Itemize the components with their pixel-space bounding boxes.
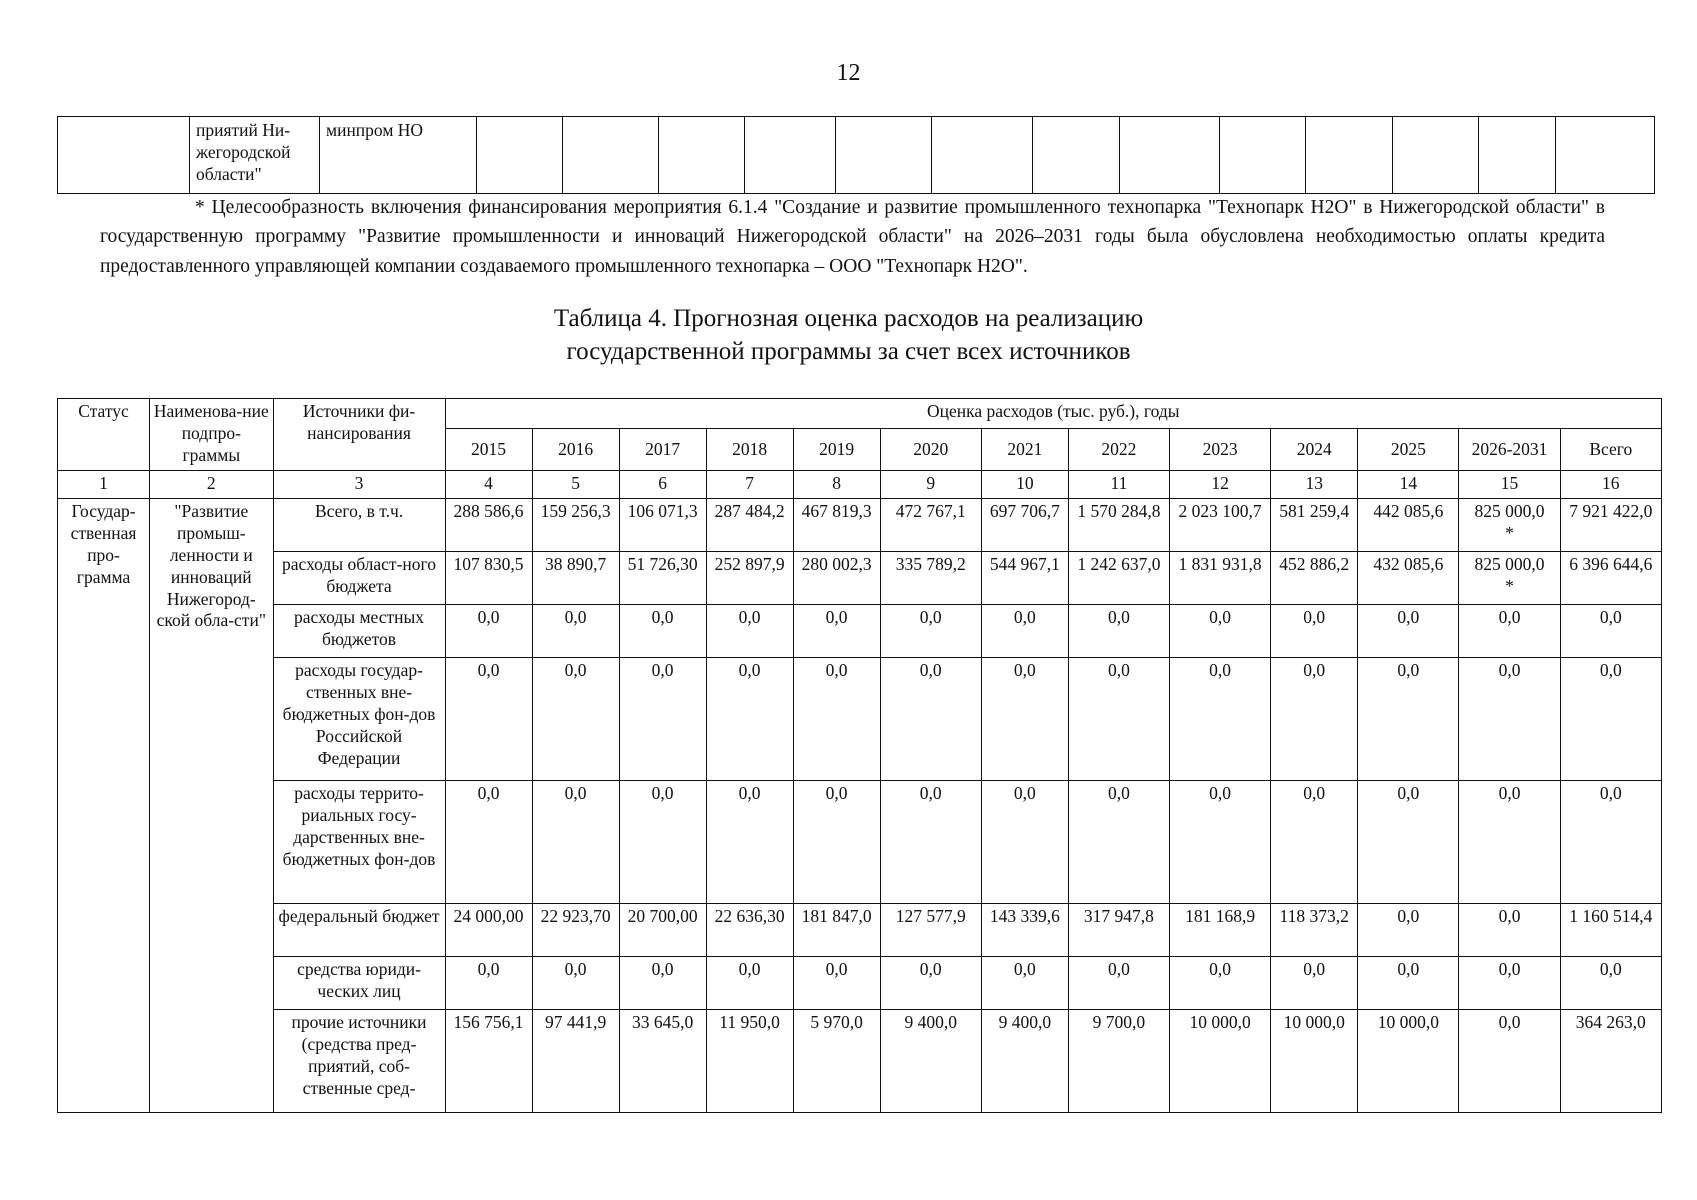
continuation-cell xyxy=(1033,117,1120,194)
value-text: 0,0 xyxy=(738,959,761,979)
value-text: 9 400,0 xyxy=(998,1012,1052,1032)
value-cell xyxy=(1170,904,1271,957)
value-text: 0,0 xyxy=(825,783,848,803)
value-text: 118 373,2 xyxy=(1279,906,1349,926)
value-text: 0,0 xyxy=(1013,660,1036,680)
value-cell xyxy=(532,781,619,904)
value-cell xyxy=(1358,605,1459,658)
value-cell xyxy=(981,904,1068,957)
value-cell xyxy=(532,658,619,781)
value-cell xyxy=(1358,957,1459,1010)
value-cell xyxy=(981,957,1068,1010)
column-number: 5 xyxy=(532,471,619,499)
continuation-cell xyxy=(1393,117,1479,194)
value-text: 697 706,7 xyxy=(989,501,1060,521)
header-subprogram: Наименова-ние подпро-граммы xyxy=(150,399,273,471)
value-cell xyxy=(1068,499,1169,552)
value-text: 0,0 xyxy=(1498,607,1521,627)
value-cell xyxy=(793,904,880,957)
value-cell xyxy=(1271,605,1358,658)
value-cell xyxy=(793,658,880,781)
value-text: 0,0 xyxy=(1397,959,1420,979)
value-text: 22 636,30 xyxy=(714,906,785,926)
value-cell xyxy=(1358,499,1459,552)
value-cell xyxy=(1560,552,1661,605)
header-year: 2019 xyxy=(793,429,880,471)
value-cell xyxy=(619,957,706,1010)
value-text: 0,0 xyxy=(825,660,848,680)
value-cell xyxy=(532,957,619,1010)
value-cell xyxy=(619,605,706,658)
value-cell xyxy=(1271,904,1358,957)
value-text: 452 886,2 xyxy=(1279,554,1350,574)
value-cell xyxy=(1271,781,1358,904)
value-cell xyxy=(532,499,619,552)
value-text: 0,0 xyxy=(477,783,500,803)
value-cell xyxy=(532,605,619,658)
value-cell xyxy=(1560,605,1661,658)
value-cell xyxy=(706,552,793,605)
value-cell xyxy=(1459,552,1560,605)
value-text: 9 700,0 xyxy=(1092,1012,1146,1032)
continuation-cell: минпром НО xyxy=(320,117,477,194)
value-cell xyxy=(1560,957,1661,1010)
table-row xyxy=(58,957,1662,1010)
value-text: 0,0 xyxy=(564,660,587,680)
value-cell xyxy=(1170,781,1271,904)
table-row xyxy=(58,1010,1662,1113)
source-cell: расходы террито-риальных госу-дарственных вне-бюджетных фон-дов xyxy=(273,781,445,904)
column-number: 14 xyxy=(1358,471,1459,499)
value-text: 0,0 xyxy=(651,660,674,680)
header-year: 2015 xyxy=(445,429,532,471)
value-text: 0,0 xyxy=(1013,959,1036,979)
value-cell xyxy=(880,781,981,904)
column-number: 10 xyxy=(981,471,1068,499)
value-cell xyxy=(1271,552,1358,605)
value-text: 0,0 xyxy=(651,959,674,979)
value-cell xyxy=(1560,658,1661,781)
value-text: 24 000,00 xyxy=(453,906,524,926)
value-text: 33 645,0 xyxy=(631,1012,694,1032)
table-row xyxy=(58,904,1662,957)
status-cell: Государ-ственная про-грамма xyxy=(58,499,150,1113)
continuation-cell xyxy=(836,117,932,194)
value-text: 0,0 xyxy=(1013,783,1036,803)
value-text: 0,0 xyxy=(825,959,848,979)
column-number: 4 xyxy=(445,471,532,499)
value-text: 10 000,0 xyxy=(1283,1012,1345,1032)
source-cell: прочие источники (средства пред-приятий, соб-ственные сред- xyxy=(273,1010,445,1113)
value-cell xyxy=(706,499,793,552)
column-number: 9 xyxy=(880,471,981,499)
continuation-cell xyxy=(1306,117,1393,194)
value-cell xyxy=(706,781,793,904)
value-text: 143 339,6 xyxy=(989,906,1060,926)
value-cell xyxy=(619,1010,706,1113)
value-text: 335 789,2 xyxy=(895,554,966,574)
value-text: 467 819,3 xyxy=(801,501,872,521)
column-number: 15 xyxy=(1459,471,1560,499)
value-cell xyxy=(1068,1010,1169,1113)
value-cell xyxy=(619,552,706,605)
header-year: 2016 xyxy=(532,429,619,471)
value-text: 0,0 xyxy=(651,607,674,627)
value-text: 544 967,1 xyxy=(989,554,1060,574)
value-text: 0,0 xyxy=(1599,783,1622,803)
header-sources: Источники фи-нансирования xyxy=(273,399,445,471)
value-text: 0,0 xyxy=(1209,607,1232,627)
value-text: 288 586,6 xyxy=(453,501,524,521)
value-cell xyxy=(1170,658,1271,781)
header-year: 2018 xyxy=(706,429,793,471)
value-cell xyxy=(706,605,793,658)
value-text: 0,0 xyxy=(1107,660,1130,680)
value-text: 159 256,3 xyxy=(540,501,611,521)
header-year: 2023 xyxy=(1170,429,1271,471)
value-text: 287 484,2 xyxy=(714,501,785,521)
value-text: 0,0 xyxy=(1397,660,1420,680)
value-text: 0,0 xyxy=(564,607,587,627)
value-cell xyxy=(981,781,1068,904)
value-text: 0,0 xyxy=(1303,959,1326,979)
value-cell xyxy=(1271,1010,1358,1113)
value-cell xyxy=(1358,781,1459,904)
value-cell xyxy=(981,605,1068,658)
value-text: 472 767,1 xyxy=(895,501,966,521)
value-text: 181 847,0 xyxy=(801,906,872,926)
value-text: 1 570 284,8 xyxy=(1077,501,1161,521)
value-text: 0,0 xyxy=(1599,607,1622,627)
footnote-marker: * xyxy=(1505,522,1514,543)
value-cell xyxy=(445,658,532,781)
value-text: 581 259,4 xyxy=(1279,501,1350,521)
value-text: 0,0 xyxy=(477,607,500,627)
value-text: 0,0 xyxy=(919,607,942,627)
value-cell xyxy=(706,904,793,957)
value-text: 825 000,0 xyxy=(1474,554,1545,574)
value-cell xyxy=(532,552,619,605)
value-cell xyxy=(1358,552,1459,605)
value-text: 7 921 422,0 xyxy=(1569,501,1653,521)
value-text: 442 085,6 xyxy=(1373,501,1444,521)
column-number: 3 xyxy=(273,471,445,499)
value-cell xyxy=(445,605,532,658)
column-number: 2 xyxy=(150,471,273,499)
value-cell xyxy=(1170,552,1271,605)
value-text: 252 897,9 xyxy=(714,554,785,574)
column-number: 12 xyxy=(1170,471,1271,499)
source-cell: расходы област-ного бюджета xyxy=(273,552,445,605)
value-cell xyxy=(619,658,706,781)
continuation-table xyxy=(57,116,1655,194)
value-cell xyxy=(1170,499,1271,552)
value-text: 0,0 xyxy=(1107,783,1130,803)
value-text: 127 577,9 xyxy=(895,906,966,926)
header-year: 2020 xyxy=(880,429,981,471)
header-estimate: Оценка расходов (тыс. руб.), годы xyxy=(445,399,1661,429)
value-text: 11 950,0 xyxy=(719,1012,780,1032)
value-cell xyxy=(445,957,532,1010)
value-text: 1 831 931,8 xyxy=(1178,554,1262,574)
value-text: 22 923,70 xyxy=(540,906,611,926)
value-text: 0,0 xyxy=(1397,607,1420,627)
value-cell xyxy=(1358,904,1459,957)
value-cell xyxy=(1459,499,1560,552)
value-text: 0,0 xyxy=(1498,959,1521,979)
value-cell xyxy=(1358,1010,1459,1113)
value-text: 0,0 xyxy=(1397,783,1420,803)
value-text: 0,0 xyxy=(919,959,942,979)
header-status: Статус xyxy=(58,399,150,471)
value-text: 0,0 xyxy=(1599,959,1622,979)
table-row xyxy=(58,117,1655,194)
value-text: 5 970,0 xyxy=(810,1012,863,1032)
value-text: 0,0 xyxy=(564,783,587,803)
value-cell xyxy=(619,904,706,957)
footnote-marker: * xyxy=(1505,575,1514,596)
header-year: 2022 xyxy=(1068,429,1169,471)
value-text: 0,0 xyxy=(1013,607,1036,627)
value-cell xyxy=(706,658,793,781)
value-cell xyxy=(880,552,981,605)
value-text: 97 441,9 xyxy=(544,1012,607,1032)
table-title-line-2: государственной программы за счет всех источников xyxy=(566,337,1131,365)
value-cell xyxy=(1459,781,1560,904)
column-number: 1 xyxy=(58,471,150,499)
value-cell xyxy=(1170,957,1271,1010)
value-text: 1 160 514,4 xyxy=(1569,906,1653,926)
value-text: 0,0 xyxy=(1209,959,1232,979)
value-text: 0,0 xyxy=(825,607,848,627)
source-cell: средства юриди-ческих лиц xyxy=(273,957,445,1010)
continuation-cell xyxy=(477,117,563,194)
value-cell xyxy=(880,957,981,1010)
column-number: 6 xyxy=(619,471,706,499)
value-cell xyxy=(445,904,532,957)
value-text: 0,0 xyxy=(919,660,942,680)
table-row xyxy=(58,658,1662,781)
value-text: 0,0 xyxy=(1599,660,1622,680)
value-cell xyxy=(1068,552,1169,605)
value-cell xyxy=(1068,605,1169,658)
footnote: * Целесообразность включения финансирования мероприятия 6.1.4 "Создание и развитие промышленного технопарка "Технопарк Н2О" в Нижегородской области" в государственную программу "Развитие промышленности и инноваций Нижегородской области" на 2026–2031 годы была обусловлена необходимостью оплаты кредита предоставленного управляющей компании создаваемого промышленного технопарка – ООО "Технопарк Н2О". xyxy=(100,197,1605,277)
continuation-cell xyxy=(659,117,745,194)
value-text: 0,0 xyxy=(738,607,761,627)
continuation-cell xyxy=(1220,117,1306,194)
value-text: 0,0 xyxy=(1107,607,1130,627)
header-year: 2025 xyxy=(1358,429,1459,471)
value-text: 825 000,0 xyxy=(1474,501,1545,521)
value-text: 0,0 xyxy=(919,783,942,803)
value-text: 1 242 637,0 xyxy=(1077,554,1161,574)
value-cell xyxy=(619,781,706,904)
value-text: 156 756,1 xyxy=(453,1012,524,1032)
value-cell xyxy=(445,499,532,552)
value-cell xyxy=(706,1010,793,1113)
value-cell xyxy=(1459,904,1560,957)
header-year: 2017 xyxy=(619,429,706,471)
source-cell: Всего, в т.ч. xyxy=(273,499,445,552)
continuation-cell xyxy=(745,117,836,194)
value-cell xyxy=(793,499,880,552)
value-text: 107 830,5 xyxy=(453,554,524,574)
value-cell xyxy=(445,1010,532,1113)
value-text: 10 000,0 xyxy=(1189,1012,1251,1032)
value-cell xyxy=(1271,658,1358,781)
source-cell: расходы местных бюджетов xyxy=(273,605,445,658)
value-cell xyxy=(1459,957,1560,1010)
value-text: 0,0 xyxy=(1498,783,1521,803)
column-number: 7 xyxy=(706,471,793,499)
value-text: 0,0 xyxy=(651,783,674,803)
value-cell xyxy=(880,904,981,957)
value-cell xyxy=(1560,781,1661,904)
value-cell xyxy=(1459,658,1560,781)
table-title-line-1: Таблица 4. Прогнозная оценка расходов на реализацию xyxy=(553,305,1144,332)
value-text: 10 000,0 xyxy=(1377,1012,1439,1032)
value-text: 0,0 xyxy=(477,959,500,979)
value-cell xyxy=(1560,499,1661,552)
source-cell: расходы государ-ственных вне-бюджетных фон-дов Российской Федерации xyxy=(273,658,445,781)
value-cell xyxy=(532,904,619,957)
column-numbers-row xyxy=(58,471,1662,499)
value-cell xyxy=(1271,957,1358,1010)
value-text: 0,0 xyxy=(738,660,761,680)
value-cell xyxy=(981,1010,1068,1113)
value-text: 181 168,9 xyxy=(1185,906,1256,926)
source-cell: федеральный бюджет xyxy=(273,904,445,957)
expenditure-table xyxy=(57,398,1662,1113)
value-cell xyxy=(1560,904,1661,957)
column-number: 16 xyxy=(1560,471,1661,499)
column-number: 11 xyxy=(1068,471,1169,499)
value-cell xyxy=(793,781,880,904)
value-text: 432 085,6 xyxy=(1373,554,1444,574)
continuation-cell xyxy=(932,117,1033,194)
value-text: 0,0 xyxy=(564,959,587,979)
value-cell xyxy=(1068,658,1169,781)
value-cell xyxy=(532,1010,619,1113)
value-cell xyxy=(1459,1010,1560,1113)
value-cell xyxy=(1068,781,1169,904)
value-text: 317 947,8 xyxy=(1083,906,1154,926)
header-year: 2026-2031 xyxy=(1459,429,1560,471)
value-cell xyxy=(793,605,880,658)
value-text: 0,0 xyxy=(1498,660,1521,680)
value-cell xyxy=(445,781,532,904)
table-row xyxy=(58,781,1662,904)
value-cell xyxy=(793,1010,880,1113)
value-cell xyxy=(1170,605,1271,658)
value-text: 0,0 xyxy=(1498,906,1521,926)
value-text: 0,0 xyxy=(1209,783,1232,803)
value-text: 280 002,3 xyxy=(801,554,872,574)
value-text: 106 071,3 xyxy=(627,501,698,521)
value-text: 0,0 xyxy=(1397,906,1420,926)
value-cell xyxy=(1459,605,1560,658)
page-number: 12 xyxy=(836,60,861,86)
value-cell xyxy=(706,957,793,1010)
table-title xyxy=(0,303,1697,368)
value-cell xyxy=(1068,957,1169,1010)
value-text: 0,0 xyxy=(477,660,500,680)
value-cell xyxy=(793,957,880,1010)
value-text: 38 890,7 xyxy=(544,554,607,574)
value-text: 2 023 100,7 xyxy=(1178,501,1262,521)
value-text: 9 400,0 xyxy=(904,1012,957,1032)
column-number: 13 xyxy=(1271,471,1358,499)
value-cell xyxy=(880,1010,981,1113)
value-text: 0,0 xyxy=(1498,1012,1521,1032)
column-number: 8 xyxy=(793,471,880,499)
value-text: 0,0 xyxy=(738,783,761,803)
continuation-cell xyxy=(1120,117,1220,194)
value-text: 6 396 644,6 xyxy=(1569,554,1653,574)
header-row xyxy=(58,399,1662,429)
continuation-cell xyxy=(58,117,190,194)
value-text: 0,0 xyxy=(1303,783,1326,803)
value-text: 0,0 xyxy=(1303,660,1326,680)
continuation-cell xyxy=(1556,117,1655,194)
header-year: 2024 xyxy=(1271,429,1358,471)
value-cell xyxy=(880,658,981,781)
value-cell xyxy=(981,552,1068,605)
continuation-cell: приятий Ни-жегородской области" xyxy=(190,117,320,194)
value-cell xyxy=(1170,1010,1271,1113)
value-text: 0,0 xyxy=(1209,660,1232,680)
program-name-cell: "Развитие промыш-ленности и инноваций Нижегород-ской обла-сти" xyxy=(150,499,273,1113)
continuation-cell xyxy=(1479,117,1556,194)
value-cell xyxy=(1271,499,1358,552)
value-cell xyxy=(1068,904,1169,957)
table-row xyxy=(58,499,1662,552)
value-cell xyxy=(1358,658,1459,781)
value-cell xyxy=(1560,1010,1661,1113)
value-text: 0,0 xyxy=(1303,607,1326,627)
header-year: 2021 xyxy=(981,429,1068,471)
value-text: 51 726,30 xyxy=(627,554,698,574)
value-cell xyxy=(981,658,1068,781)
table-row xyxy=(58,605,1662,658)
value-text: 364 263,0 xyxy=(1575,1012,1646,1032)
value-text: 0,0 xyxy=(1107,959,1130,979)
table-row xyxy=(58,552,1662,605)
header-year: Всего xyxy=(1560,429,1661,471)
value-cell xyxy=(880,605,981,658)
value-cell xyxy=(619,499,706,552)
continuation-cell xyxy=(563,117,659,194)
value-text: 20 700,00 xyxy=(627,906,698,926)
value-cell xyxy=(445,552,532,605)
value-cell xyxy=(880,499,981,552)
value-cell xyxy=(981,499,1068,552)
value-cell xyxy=(793,552,880,605)
